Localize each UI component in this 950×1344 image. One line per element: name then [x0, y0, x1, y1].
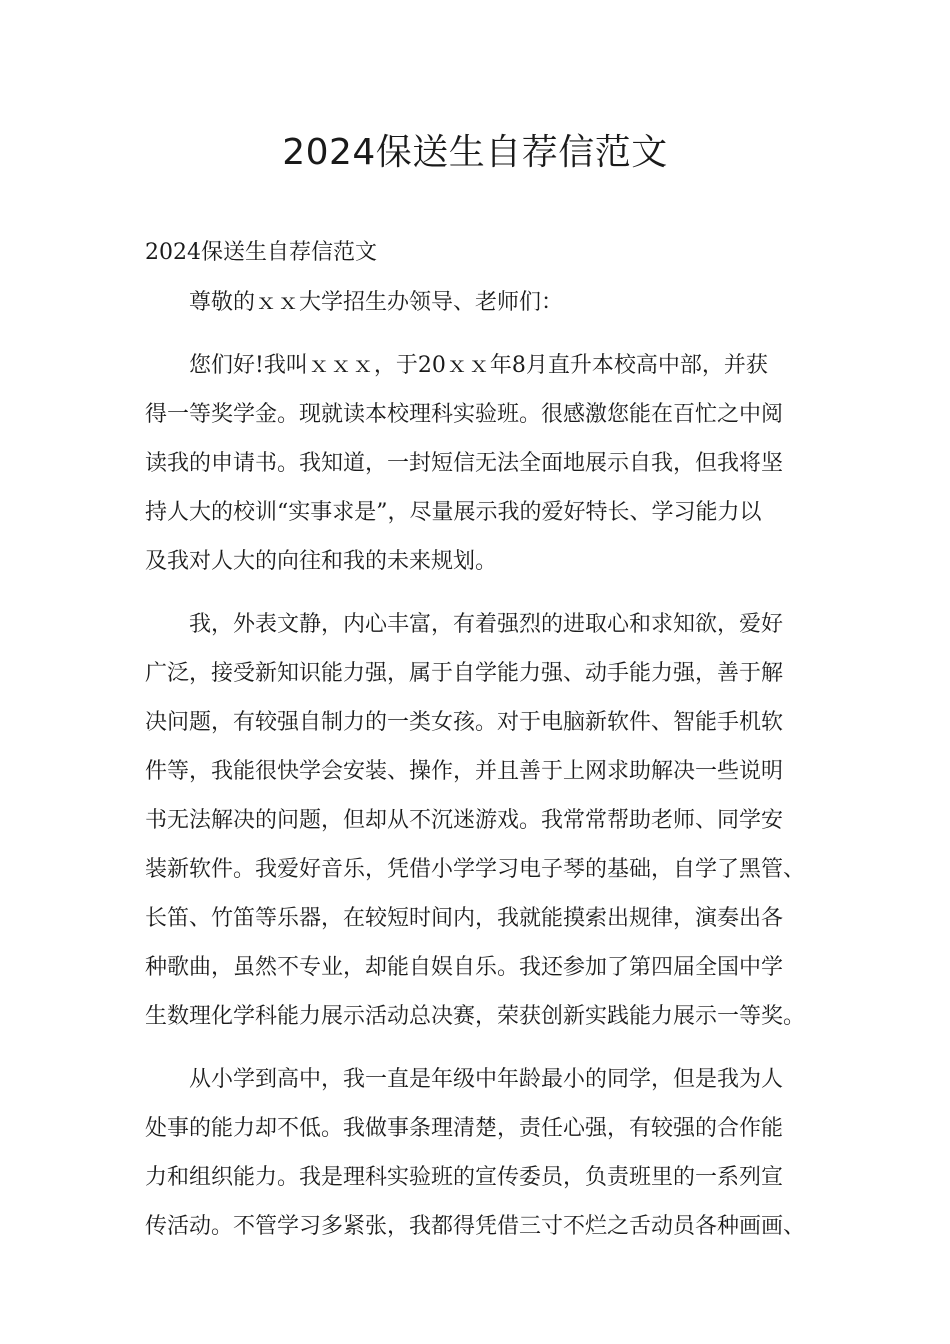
paragraph-line: 处事的能力却不低。我做事条理清楚，责任心强，有较强的合作能: [145, 1116, 784, 1141]
document-title: 2024保送生自荐信范文: [282, 132, 668, 173]
paragraph-line: 种歌曲，虽然不专业，却能自娱自乐。我还参加了第四届全国中学: [145, 955, 784, 980]
paragraph-line: 生数理化学科能力展示活动总决赛，荣获创新实践能力展示一等奖。: [145, 1004, 806, 1029]
paragraph-line: 力和组织能力。我是理科实验班的宣传委员，负责班里的一系列宣: [145, 1165, 784, 1190]
paragraph-line: 读我的申请书。我知道，一封短信无法全面地展示自我，但我将坚: [145, 451, 784, 476]
paragraph-line: 决问题，有较强自制力的一类女孩。对于电脑新软件、智能手机软: [145, 710, 784, 735]
paragraph-line: 长笛、竹笛等乐器，在较短时间内，我就能摸索出规律，演奏出各: [145, 906, 784, 931]
paragraph-line: 我，外表文静，内心丰富，有着强烈的进取心和求知欲，爱好: [189, 612, 784, 637]
paragraph-line: 从小学到高中，我一直是年级中年龄最小的同学，但是我为人: [189, 1067, 784, 1092]
salutation-paragraph: [145, 278, 825, 327]
paragraph-line: 书无法解决的问题，但却从不沉迷游戏。我常常帮助老师、同学安: [145, 808, 784, 833]
paragraph-line: 您们好!我叫ｘｘｘ，于20ｘｘ年8月直升本校高中部，并获: [189, 353, 768, 378]
paragraph-line: 持人大的校训“实事求是”，尽量展示我的爱好特长、学习能力以: [145, 500, 762, 525]
paragraph-line: 装新软件。我爱好音乐，凭借小学学习电子琴的基础，自学了黑管、: [145, 857, 806, 882]
paragraph-line: 广泛，接受新知识能力强，属于自学能力强、动手能力强，善于解: [145, 661, 784, 686]
paragraph-line: 件等，我能很快学会安装、操作，并且善于上网求助解决一些说明: [145, 759, 784, 784]
paragraph-line: 传活动。不管学习多紧张，我都得凭借三寸不烂之舌动员各种画画、: [145, 1214, 806, 1239]
salutation-line: 尊敬的ｘｘ大学招生办领导、老师们：: [189, 290, 564, 315]
paragraph-line: 及我对人大的向往和我的未来规划。: [145, 549, 498, 574]
paragraph-abilities: [145, 1055, 825, 1251]
document-body: [145, 228, 825, 1265]
paragraph-line: 得一等奖学金。现就读本校理科实验班。很感激您能在百忙之中阅: [145, 402, 784, 427]
document-subtitle: 2024保送生自荐信范文: [145, 240, 377, 265]
paragraph-intro: [145, 341, 825, 586]
paragraph-personality: [145, 600, 825, 1041]
